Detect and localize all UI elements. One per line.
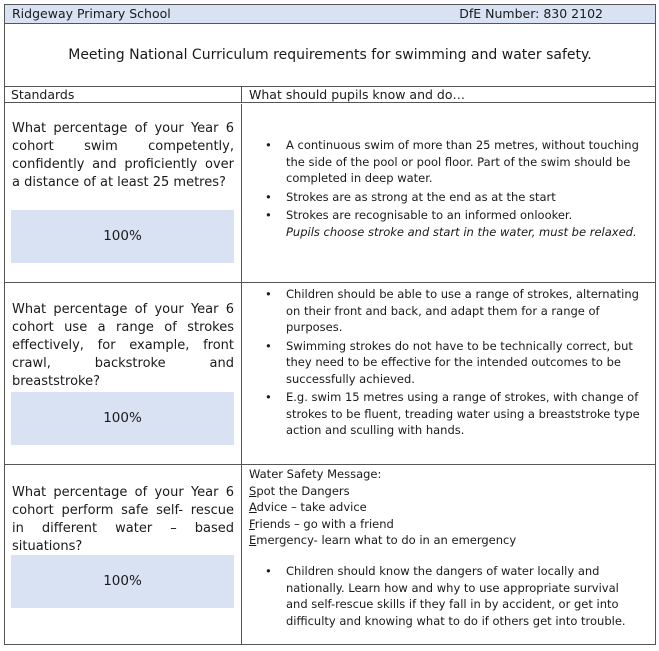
water-safety-line: Advice – take advice xyxy=(249,500,367,514)
list-item: • Children should be able to use a range of strokes, alternating on their front and back, and adapt them for a range of purposes. xyxy=(265,287,639,334)
table-row xyxy=(5,104,655,283)
bullet-icon: • xyxy=(265,564,272,578)
table-row xyxy=(5,283,655,465)
question-text: What percentage of your Year 6 cohort use a range of strokes effectively, for example, front crawl, backstroke and breaststroke? xyxy=(12,302,234,389)
table-row xyxy=(5,465,655,645)
swimming-report-document xyxy=(4,4,656,645)
water-safety-line: Friends – go with a friend xyxy=(249,516,394,531)
percentage-box: 100% xyxy=(11,210,234,263)
criteria-list xyxy=(242,563,638,631)
water-safety-heading: Water Safety Message: xyxy=(249,467,382,481)
water-safety-line: Spot the Dangers xyxy=(249,483,350,498)
water-safety-line: Emergency- learn what to do in an emergency xyxy=(249,533,517,547)
question-text: What percentage of your Year 6 cohort swim competently, confidently and proficiently over a distance of at least 25 metres? xyxy=(12,121,234,190)
know-and-do-cell xyxy=(241,104,656,282)
know-and-do-cell xyxy=(241,465,656,645)
column-header-know-and-do: What should pupils know and do… xyxy=(241,87,655,103)
bullet-icon: • xyxy=(265,138,272,152)
criteria-list xyxy=(242,137,652,242)
list-item: • Children should know the dangers of water locally and nationally. Learn how and why to use appropriate survival and self-rescue skills if they fall in by accident, or get into difficulty and knowing what to do if others get into trouble. xyxy=(265,564,626,628)
standards-cell xyxy=(5,283,241,464)
header-bar xyxy=(5,5,655,24)
bullet-icon: • xyxy=(265,287,272,301)
dfe-number: DfE Number: 830 2102 xyxy=(459,6,603,21)
bullet-icon: • xyxy=(265,189,272,204)
standards-cell xyxy=(5,465,241,645)
note-text: Pupils choose stroke and start in the water, must be relaxed. xyxy=(286,224,637,239)
know-and-do-cell xyxy=(241,283,656,464)
percentage-box: 100% xyxy=(11,392,234,445)
water-safety-message xyxy=(249,466,516,549)
list-item: • Swimming strokes do not have to be technically correct, but they need to be effective for the intended outcomes to be successfully achieved. xyxy=(265,338,633,386)
bullet-icon: • xyxy=(265,208,272,222)
criteria-list xyxy=(242,286,652,441)
bullet-icon: • xyxy=(265,338,272,353)
percentage-box: 100% xyxy=(11,555,234,608)
list-item: • A continuous swim of more than 25 metres, without touching the side of the pool or pool floor. Part of the swim should be completed in deep water. xyxy=(265,138,639,185)
list-item: • E.g. swim 15 metres using a range of strokes, with change of strokes to be fluent, treading water using a breaststroke type action and sculling with hands. xyxy=(265,390,640,437)
list-item: • Strokes are recognisable to an informed onlooker. Pupils choose stroke and start in the water, must be relaxed. xyxy=(265,208,637,239)
column-header-standards: Standards xyxy=(5,87,241,103)
school-name: Ridgeway Primary School xyxy=(12,6,171,21)
bullet-icon: • xyxy=(265,390,272,404)
question-text: What percentage of your Year 6 cohort perform safe self- rescue in different water – based situations? xyxy=(12,485,234,554)
page-title: Meeting National Curriculum requirements for swimming and water safety. xyxy=(5,24,655,87)
standards-cell xyxy=(5,104,241,282)
list-item: • Strokes are as strong at the end as at the start xyxy=(265,189,556,204)
